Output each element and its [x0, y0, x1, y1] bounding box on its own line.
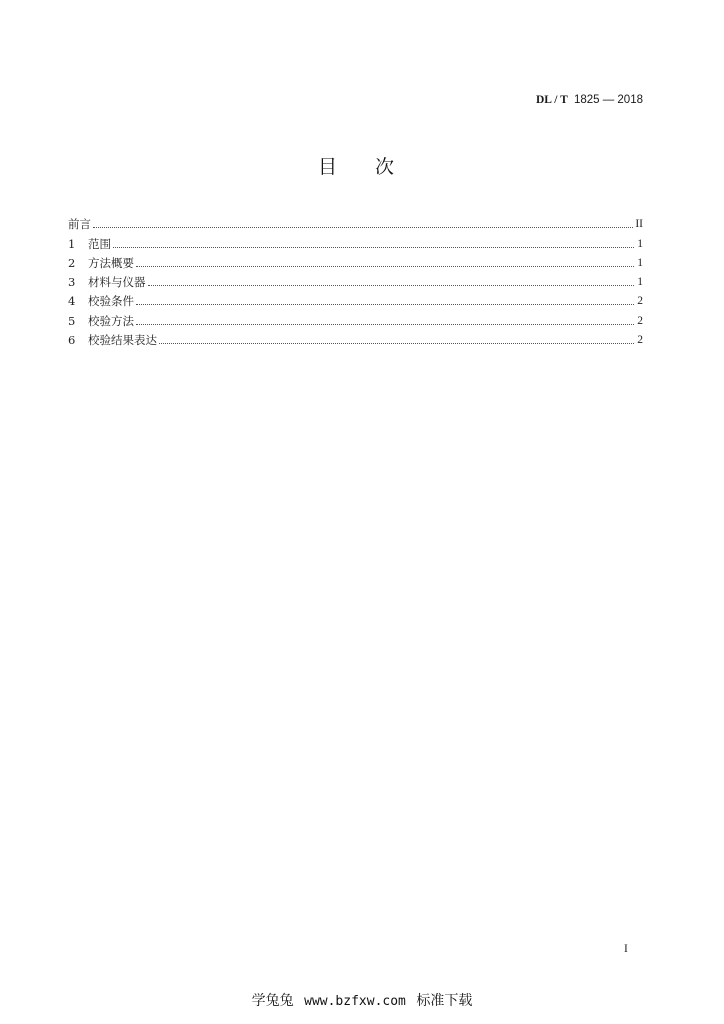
toc-entry-page: 2: [637, 295, 643, 308]
toc-entry-title: 范围: [88, 236, 111, 251]
toc-entry-number: 4: [68, 294, 76, 309]
toc-dot-leader: [148, 284, 635, 286]
table-of-contents: [68, 213, 643, 348]
toc-entry-page: 1: [637, 276, 643, 289]
toc-dot-leader: [113, 246, 634, 248]
toc-dot-leader: [159, 342, 634, 344]
toc-entry-1: [68, 232, 643, 251]
toc-dot-leader: [136, 323, 634, 325]
toc-entry-6: [68, 329, 643, 348]
footer-site-tagline: 标准下载: [416, 993, 473, 1009]
toc-entry-page: II: [635, 218, 643, 231]
toc-entry-title: 方法概要: [88, 255, 134, 270]
page-title: 目 次: [318, 156, 395, 178]
toc-dot-leader: [93, 226, 633, 228]
toc-entry-number: 2: [68, 255, 76, 270]
toc-entry-number: 6: [68, 333, 76, 348]
toc-entry-title: 前言: [68, 217, 91, 232]
footer-watermark: [0, 991, 724, 1012]
toc-entry-page: 1: [637, 237, 643, 250]
toc-entry-5: [68, 309, 643, 328]
toc-entry-4: [68, 290, 643, 309]
toc-entry-number: 1: [68, 236, 76, 251]
toc-entry-title: 校验条件: [88, 294, 134, 309]
standard-code-prefix: DL / T: [535, 94, 568, 106]
page-number: I: [624, 943, 628, 955]
footer-site-url: www.bzfxw.com: [304, 994, 406, 1009]
toc-entry-foreword: [68, 213, 643, 232]
toc-entry-page: 2: [637, 314, 643, 327]
toc-dot-leader: [136, 303, 634, 305]
toc-dot-leader: [136, 265, 634, 267]
toc-entry-title: 材料与仪器: [88, 275, 146, 290]
toc-entry-page: 2: [637, 334, 643, 347]
toc-entry-number: 3: [68, 275, 76, 290]
toc-entry-title: 校验结果表达: [88, 333, 157, 348]
toc-entry-page: 1: [637, 256, 643, 269]
toc-entry-3: [68, 271, 643, 290]
standard-code-header: [536, 92, 643, 108]
footer-site-name: 学兔兔: [251, 993, 294, 1009]
toc-entry-2: [68, 252, 643, 271]
standard-code-number: 1825 — 2018: [573, 94, 643, 106]
toc-entry-number: 5: [68, 313, 76, 328]
toc-entry-title: 校验方法: [88, 313, 134, 328]
